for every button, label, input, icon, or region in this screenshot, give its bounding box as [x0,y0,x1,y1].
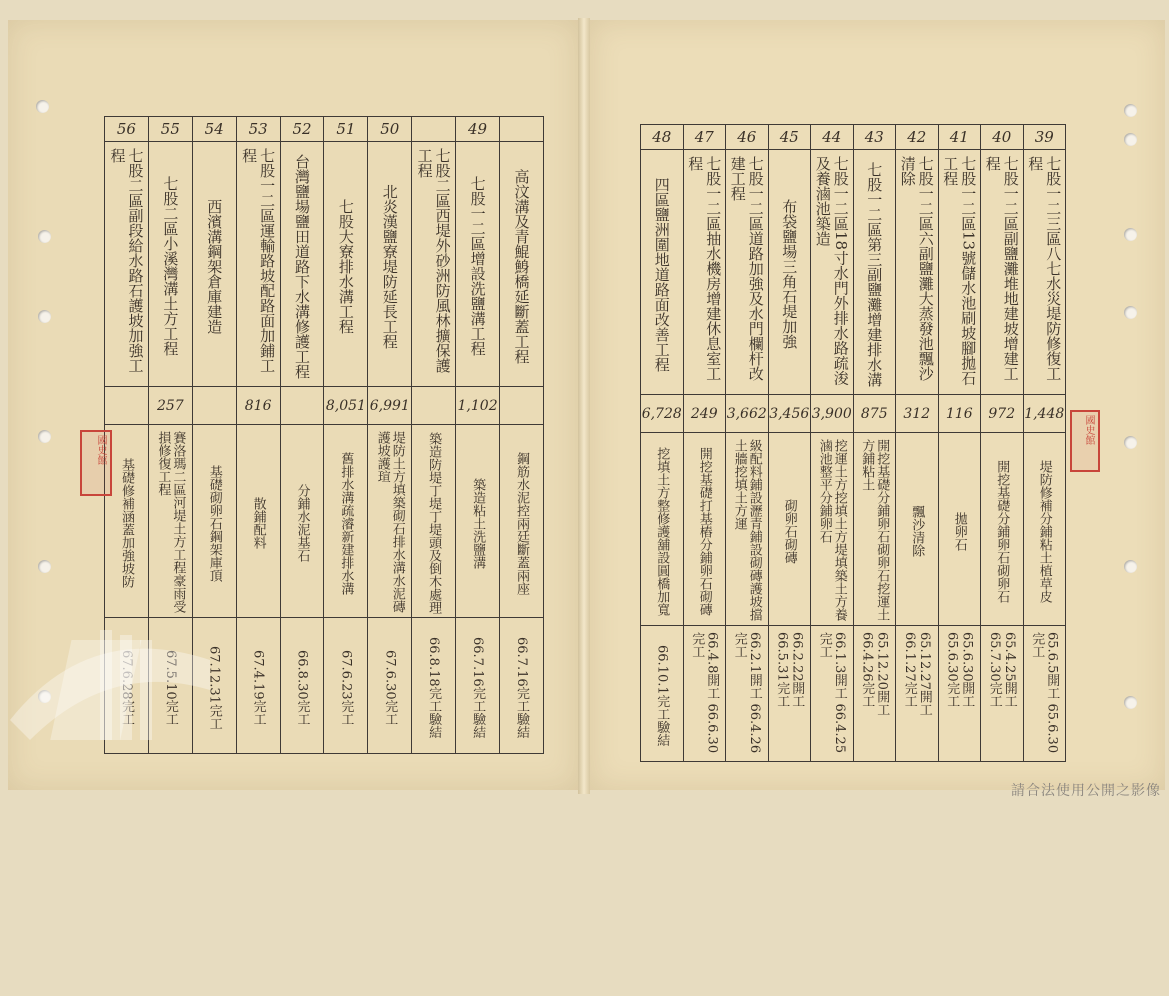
amount-cell: 1,448 [1023,395,1066,433]
book-spine [578,18,590,794]
binder-hole [38,430,51,443]
project-name-cell: 七股一二區13號儲水池刷坡腳拋石工程 [938,150,981,395]
date-cell: 66.2.22開工 66.5.31完工 [768,626,811,762]
amount-cell: 6,728 [641,395,684,433]
date-cell: 66.7.16完工驗結 [456,618,500,754]
work-content-cell: 散鋪配料 [236,425,280,618]
work-content-cell: 築造粘土洗鹽溝 [456,425,500,618]
table-row-project-name [105,142,544,387]
amount-cell [500,387,544,425]
column-number: 44 [811,125,854,150]
date-cell: 67.6.30完工 [368,618,412,754]
column-number: 43 [853,125,896,150]
date-cell: 65.6.5開工 65.6.30完工 [1023,626,1066,762]
table-row-number [641,125,1066,150]
binder-hole [36,100,49,113]
work-content-cell: 級配料鋪設瀝青鋪設砌磚護坡擋土牆挖填土方運 [726,433,769,626]
binder-hole [1124,133,1137,146]
date-cell: 65.12.27開工 66.1.27完工 [896,626,939,762]
project-name-cell: 七股一二區運輸路坡配路面加鋪工程 [236,142,280,387]
date-cell: 65.12.20開工 66.4.26完工 [853,626,896,762]
usage-notice: 請合法使用公開之影像 [1011,783,1161,799]
project-name-cell: 四區鹽洲圍地道路面改善工程 [641,150,684,395]
column-number: 42 [896,125,939,150]
date-cell: 67.6.28完工 [105,618,149,754]
amount-cell: 3,900 [811,395,854,433]
date-cell: 65.4.25開工 65.7.30完工 [981,626,1024,762]
amount-cell: 8,051 [324,387,368,425]
work-content-cell: 砌卵石砌磚 [768,433,811,626]
project-name-cell: 七股一二區道路加強及水門欄杆改建工程 [726,150,769,395]
work-content-cell: 挖填土方整修護舖設圓橋加寬 [641,433,684,626]
amount-cell: 3,456 [768,395,811,433]
table-row-project-name [641,150,1066,395]
work-content-cell: 基礎修補涵蓋加強坡防 [105,425,149,618]
column-number: 40 [981,125,1024,150]
column-number: 45 [768,125,811,150]
work-content-cell: 堤防土方填築砌石排水溝水泥磚護坡護瑄 [368,425,412,618]
work-content-cell: 飄沙清除 [896,433,939,626]
work-content-cell: 舊排水溝疏濬新建排水溝 [324,425,368,618]
column-number: 47 [683,125,726,150]
column-number: 56 [105,117,149,142]
column-number: 46 [726,125,769,150]
column-number: 50 [368,117,412,142]
work-content-cell: 堤防修補分鋪粘土植草皮 [1023,433,1066,626]
date-cell: 66.8.18完工驗結 [412,618,456,754]
amount-cell: 816 [236,387,280,425]
date-cell: 67.5.10完工 [148,618,192,754]
amount-cell: 3,662 [726,395,769,433]
binder-hole [38,560,51,573]
project-name-cell: 高汶溝及青鯤鯓橋延斷蓋工程 [500,142,544,387]
project-name-cell: 七股一二區18寸水門外排水路疏浚及養滷池築造 [811,150,854,395]
work-content-cell: 開挖基礎打基樁分鋪卵石砌磚 [683,433,726,626]
project-name-cell: 北炎漢鹽寮堤防延長工程 [368,142,412,387]
binder-hole [1124,228,1137,241]
project-name-cell: 七股二區西堤外砂洲防風林擴保護工程 [412,142,456,387]
work-content-cell: 開挖基礎分鋪卵石砌卵石 [981,433,1024,626]
archive-watermark-logo-icon [0,600,240,760]
work-content-cell: 築造防堤丁堤丁堤頭及倒木處理 [412,425,456,618]
archive-seal-stamp: 國史館 [80,430,112,496]
amount-cell: 875 [853,395,896,433]
amount-cell [280,387,324,425]
column-number: 39 [1023,125,1066,150]
work-content-cell: 賽洛瑪二區河堤土方工程豪雨受損修復工程 [148,425,192,618]
project-name-cell: 七股一二區六副鹽灘大蒸發池飄沙清除 [896,150,939,395]
column-number: 48 [641,125,684,150]
date-cell: 67.12.31完工 [192,618,236,754]
work-content-cell: 分鋪水泥基石 [280,425,324,618]
project-name-cell: 七股二區小溪灣溝土方工程 [148,142,192,387]
project-name-cell: 七股一二區第三副鹽灘增建排水溝 [853,150,896,395]
work-content-cell: 挖運土方挖填土方堤填築土方養滷池整平分鋪卵石 [811,433,854,626]
date-cell: 65.6.30開工 65.6.30完工 [938,626,981,762]
amount-cell: 6,991 [368,387,412,425]
date-cell: 67.6.23完工 [324,618,368,754]
archive-seal-stamp: 國史館 [1070,410,1100,472]
column-number: 53 [236,117,280,142]
column-number: 49 [456,117,500,142]
amount-cell [412,387,456,425]
project-name-cell: 七股一二區抽水機房增建休息室工程 [683,150,726,395]
amount-cell [192,387,236,425]
amount-cell [105,387,149,425]
amount-cell: 972 [981,395,1024,433]
amount-cell: 257 [148,387,192,425]
date-cell: 66.10.1完工驗結 [641,626,684,762]
date-cell: 66.4.8開工 66.6.30完工 [683,626,726,762]
column-number: 55 [148,117,192,142]
amount-cell: 116 [938,395,981,433]
project-name-cell: 七股二區副段給水路石護坡加強工程 [105,142,149,387]
table-row-work-content [641,433,1066,626]
binder-hole [1124,436,1137,449]
project-name-cell: 七股一二區增設洗鹽溝工程 [456,142,500,387]
binder-hole [1124,306,1137,319]
table-row-number [105,117,544,142]
project-name-cell: 七股一二三區八七水災堤防修復工程 [1023,150,1066,395]
project-name-cell: 七股大寮排水溝工程 [324,142,368,387]
date-cell: 66.7.16完工驗結 [500,618,544,754]
project-name-cell: 七股一二區副鹽灘堆地建坡增建工程 [981,150,1024,395]
binder-hole [38,230,51,243]
binder-hole [1124,104,1137,117]
column-number [500,117,544,142]
column-number: 41 [938,125,981,150]
project-name-cell: 布袋鹽場三角石堤加強 [768,150,811,395]
table-row-date [641,626,1066,762]
date-cell: 66.2.1開工 66.4.26完工 [726,626,769,762]
ledger-table-right [640,124,1066,762]
column-number: 52 [280,117,324,142]
table-row-work-content [105,425,544,618]
table-row-amount [105,387,544,425]
date-cell: 66.1.3開工 66.4.25完工 [811,626,854,762]
table-row-amount [641,395,1066,433]
date-cell: 66.8.30完工 [280,618,324,754]
work-content-cell: 基礎砌卵石鋼架庫頂 [192,425,236,618]
binder-hole [1124,560,1137,573]
amount-cell: 312 [896,395,939,433]
amount-cell: 1,102 [456,387,500,425]
work-content-cell: 拋卵石 [938,433,981,626]
column-number: 51 [324,117,368,142]
date-cell: 67.4.19完工 [236,618,280,754]
work-content-cell: 開挖基礎分鋪卵石砌卵石挖運土方鋪粘土 [853,433,896,626]
binder-hole [38,310,51,323]
project-name-cell: 台灣鹽場鹽田道路下水溝修護工程 [280,142,324,387]
column-number [412,117,456,142]
column-number: 54 [192,117,236,142]
project-name-cell: 西濱溝鋼架倉庫建造 [192,142,236,387]
work-content-cell: 鋼筋水泥控兩廷斷蓋兩座 [500,425,544,618]
amount-cell: 249 [683,395,726,433]
binder-hole [1124,696,1137,709]
